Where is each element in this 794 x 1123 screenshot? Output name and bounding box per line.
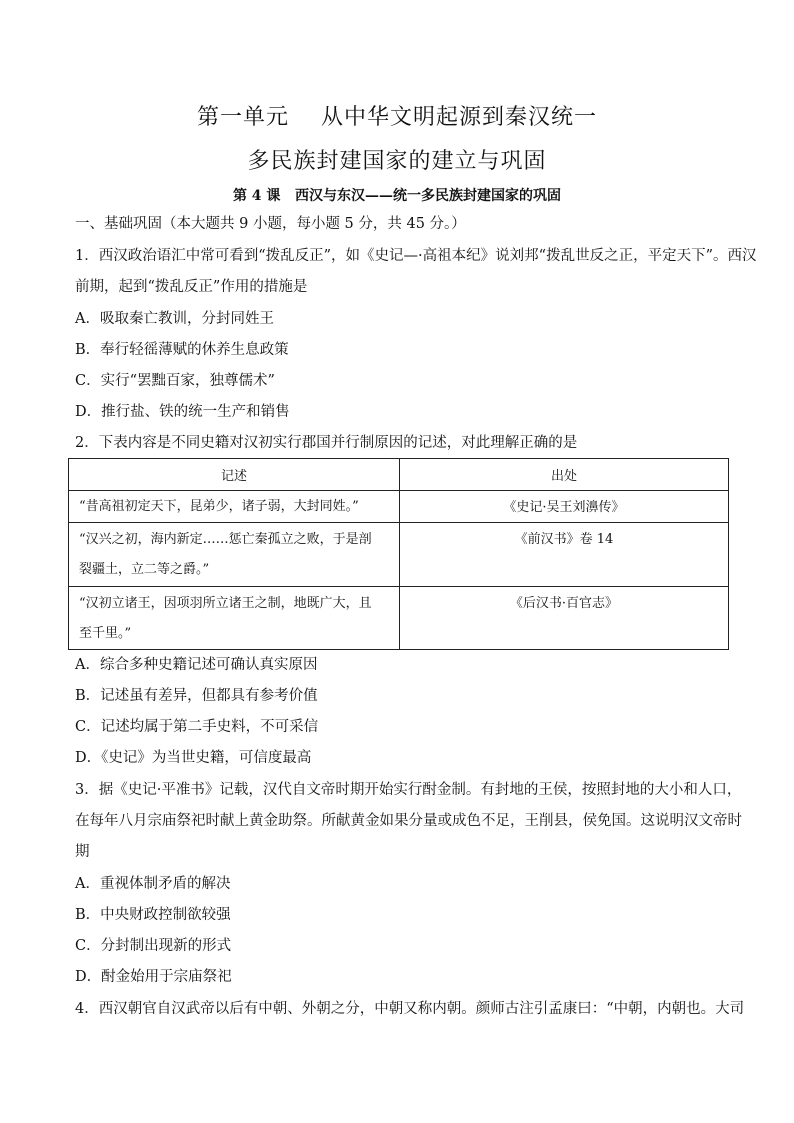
q2-option-d: D．《史记》为当世史籍，可信度最高	[75, 750, 312, 766]
unit-title: 第一单元 从中华文明起源到秦汉统一	[197, 105, 597, 130]
q4-stem-line1: 4．西汉朝官自汉武帝以后有中朝、外朝之分，中朝又称内朝。颜师古注引孟康曰：“中朝，内朝也。大司	[75, 1001, 745, 1017]
table-cell-source	[400, 587, 729, 650]
table-cell-source	[400, 523, 729, 587]
q1-option-a: A．吸取秦亡教训，分封同姓王	[75, 311, 274, 327]
table-row	[69, 587, 729, 650]
table-header-row	[69, 459, 729, 491]
q3-stem-line1: 3．据《史记·平准书》记载，汉代自文帝时期开始实行酎金制。有封地的王侯，按照封地的大小和人口，	[75, 782, 742, 798]
q1-option-c: C．实行“罢黜百家，独尊儒术”	[75, 373, 275, 389]
q3-option-c: C．分封制出现新的形式	[75, 938, 232, 954]
table-cell-source	[400, 491, 729, 523]
q2-option-b: B．记述虽有差异，但都具有参考价值	[75, 688, 318, 704]
q2-stem: 2．下表内容是不同史籍对汉初实行郡国并行制原因的记述，对此理解正确的是	[75, 435, 578, 451]
table-cell-record	[69, 491, 400, 523]
record-text-line2: 裂疆土，立二等之爵。”	[79, 562, 210, 577]
q2-option-a: A．综合多种史籍记述可确认真实原因	[75, 657, 318, 673]
q1-stem-line1: 1．西汉政治语汇中常可看到“拨乱反正”，如《史记—·高祖本纪》说刘邦“拨乱世反之正，平定天下”。西汉	[75, 248, 757, 264]
record-text-line1: “汉初立诸王，因项羽所立诸王之制，地既广大，且	[79, 596, 372, 611]
record-text-line1: “汉兴之初，海内新定……惩亡秦孤立之败，于是剖	[79, 532, 372, 547]
record-text: “昔高祖初定天下，昆弟少，诸子弱，大封同姓。”	[79, 499, 359, 514]
unit-subtitle: 多民族封建国家的建立与巩固	[247, 149, 547, 174]
q3-option-a: A．重视体制矛盾的解决	[75, 876, 231, 892]
q1-option-d: D．推行盐、铁的统一生产和销售	[75, 404, 290, 420]
q3-option-d: D．酎金始用于宗庙祭祀	[75, 969, 232, 985]
section-heading: 一、基础巩固（本大题共 9 小题，每小题 5 分，共 45 分。）	[75, 216, 466, 232]
table-header-record: 记述	[69, 459, 400, 491]
q3-option-b: B．中央财政控制欲较强	[75, 907, 231, 923]
q1-stem-line2: 前期，起到“拨乱反正”作用的措施是	[75, 279, 308, 295]
source-text: 《史记·吴王刘濞传》	[503, 500, 625, 515]
q3-stem-line3: 期	[75, 844, 90, 860]
table-cell-record	[69, 587, 400, 650]
lesson-title: 第 4 课 西汉与东汉——统一多民族封建国家的巩固	[232, 188, 562, 204]
table-header-source: 出处	[400, 459, 729, 491]
record-text-line2: 至千里。”	[79, 626, 132, 641]
q3-stem-line2: 在每年八月宗庙祭祀时献上黄金助祭。所献黄金如果分量或成色不足，王削县，侯免国。这说明汉文帝时	[75, 813, 742, 829]
table-row	[69, 523, 729, 587]
source-text: 《前汉书》卷 14	[514, 532, 614, 547]
source-text: 《后汉书·百官志》	[509, 596, 619, 611]
table-cell-record	[69, 523, 400, 587]
q2-option-c: C．记述均属于第二手史料，不可采信	[75, 719, 319, 735]
q1-option-b: B．奉行轻徭薄赋的休养生息政策	[75, 342, 289, 358]
source-table	[68, 458, 729, 650]
table-row	[69, 491, 729, 523]
